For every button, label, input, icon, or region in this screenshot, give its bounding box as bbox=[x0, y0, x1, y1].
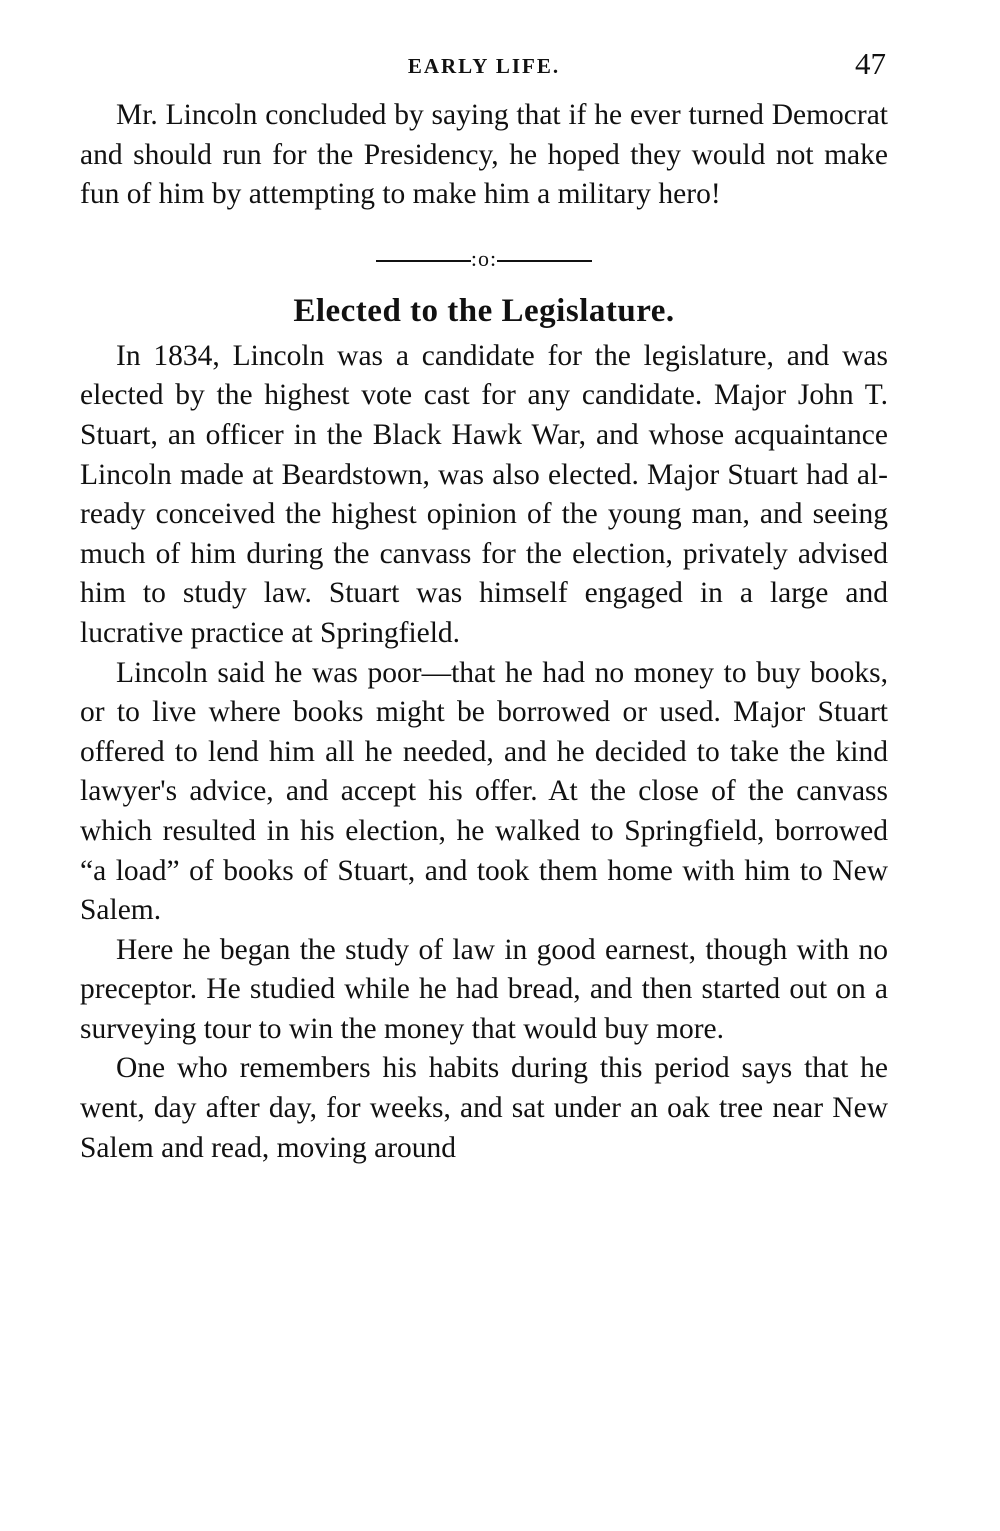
divider-mark: :o: bbox=[470, 245, 498, 271]
page-number: 47 bbox=[855, 46, 886, 81]
book-page bbox=[80, 40, 888, 1168]
divider-rule-left bbox=[376, 260, 471, 262]
paragraph-books: Lincoln said he was poor—that he had no money to buy books, or to live where books might be borrowed or used. Major Stuart offered to lend him all he needed, and he decided to take the kind lawyer's advice, and accept his offer. At the close of the canvass which resulted in his election, he walked to Springfield, borrowed “a load” of books of Stuart, and took them home with him to New Salem. bbox=[80, 656, 888, 927]
divider-rule-right bbox=[497, 260, 592, 262]
paragraph-habits: One who remembers his habits during this period says that he went, day after day, for weeks, and sat under an oak tree near New Salem and read, moving around bbox=[80, 1052, 888, 1164]
section-divider bbox=[80, 239, 888, 279]
running-title: EARLY LIFE. bbox=[407, 54, 561, 78]
paragraph-study: Here he began the study of law in good earnest, though with no preceptor. He studied while he had bread, and then started out on a surveying tour to win the money that would buy more. bbox=[80, 933, 888, 1045]
paragraph-intro: Mr. Lincoln concluded by saying that if he ever turned Democrat and should run for the Presidency, he hoped they would not make fun of him by attempting to make him a military hero! bbox=[80, 99, 888, 211]
running-header bbox=[80, 40, 888, 96]
paragraph-candidacy: In 1834, Lincoln was a candidate for the legislature, and was elected by the highest vote cast for any candidate. Major John T. Stuart, an officer in the Black Hawk War, and whose acquaintance Lincoln made at Beardstown, was also elected. Major Stuart had already conceived the highest opinion of the young man, and seeing much of him during the canvass for the election, privately advised him to study law. Stuart was himself engaged in a large and lucrative practice at Springfield. bbox=[80, 339, 888, 649]
section-heading: Elected to the Legislature. bbox=[293, 292, 675, 329]
